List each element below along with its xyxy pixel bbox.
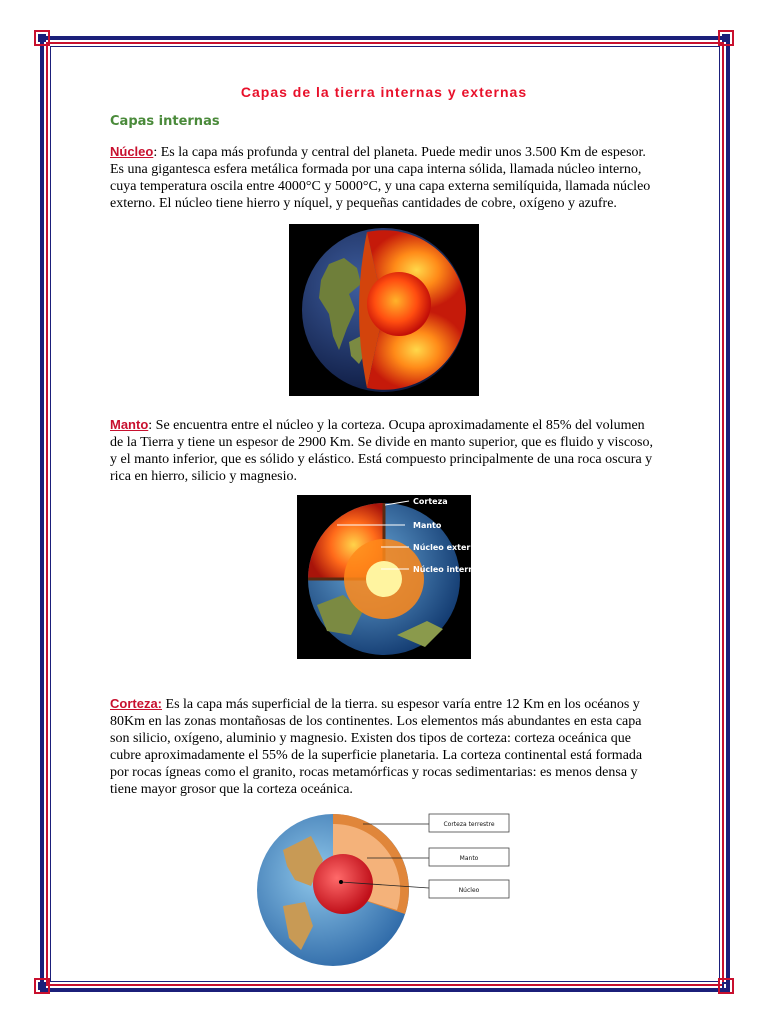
label-nucleo: Núcleo — [458, 887, 480, 894]
document-title: Capas de la tierra internas y externas — [240, 84, 528, 100]
corner-ornament-icon — [718, 978, 734, 994]
label-corteza-terrestre: Corteza terrestre — [443, 821, 495, 828]
earth-layers-image — [297, 495, 482, 659]
manto-term: Manto — [110, 417, 149, 432]
label-nucleo-interno: Núcleo interno — [413, 565, 480, 574]
manto-paragraph — [110, 416, 658, 485]
corner-ornament-icon — [34, 30, 50, 46]
corteza-paragraph — [110, 695, 658, 798]
label-nucleo-externo: Núcleo externo — [413, 543, 482, 552]
corteza-term: Corteza: — [110, 696, 163, 711]
nucleo-term: Núcleo — [110, 144, 154, 159]
earth-crust-diagram — [253, 810, 515, 966]
label-corteza: Corteza — [413, 497, 448, 506]
label-manto-2: Manto — [459, 855, 479, 862]
document-body — [110, 84, 658, 966]
nucleo-text: : Es la capa más profunda y central del planeta. Puede medir unos 3.500 Km de espesor. Es una gigantesca esfera metálica formada por una capa interna sólida, llamada núcleo interno, cuya temperatura oscila entre 4000°C y 5000°C, y una capa externa semilíquida, llamada núcleo externo. El núcleo tiene hierro y níquel, y pequeñas cantidades de cobre, oxígeno y azufre. — [110, 145, 651, 211]
corner-ornament-icon — [34, 978, 50, 994]
label-manto: Manto — [413, 521, 442, 530]
corner-ornament-icon — [718, 30, 734, 46]
manto-text: : Se encuentra entre el núcleo y la corteza. Ocupa aproximadamente el 85% del volumen de la Tierra y tiene un espesor de 2900 Km. Se divide en manto superior, que es fluido y viscoso, y el manto inferior, que es sólido y elástico. Está compuesto principalmente de una roca oscura y rica en hierro, silicio y magnesio. — [110, 418, 654, 484]
earth-core-image — [289, 224, 479, 396]
corteza-text: Es la capa más superficial de la tierra. su espesor varía entre 12 Km en los océanos y 80Km en las zonas montañosas de los continentes. Los elementos más abundantes en esta capa son silicio, oxígeno, aluminio y magnesio. Existen dos tipos de corteza: corteza oceánica que cubre aproximadamente el 55% de la superficie planetaria. La corteza continental está formada por rocas ígneas como el granito, rocas metamórficas y rocas sedimentarias: es menos densa y tiene mayor grosor que la corteza oceánica. — [110, 697, 643, 797]
section-heading: Capas internas — [110, 114, 220, 129]
nucleo-paragraph — [110, 143, 658, 212]
